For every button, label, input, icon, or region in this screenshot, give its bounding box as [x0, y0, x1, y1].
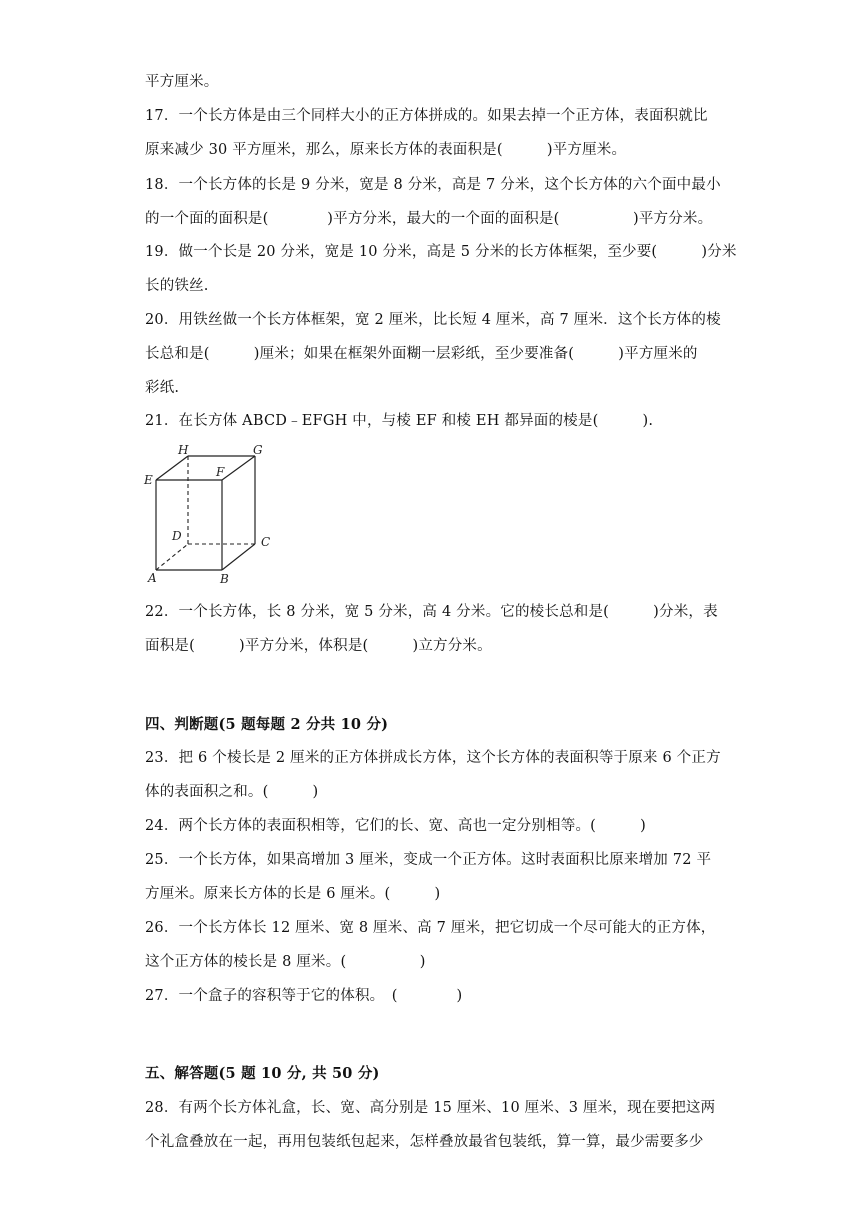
question-23-line-1: 23．把 6 个棱长是 2 厘米的正方体拼成长方体，这个长方体的表面积等于原来 6 个正方: [145, 750, 721, 766]
vertex-label-e: E: [144, 473, 153, 487]
vertex-label-a: A: [148, 571, 157, 585]
cuboid-figure: [140, 440, 280, 585]
vertex-label-d: D: [172, 529, 182, 543]
vertex-label-b: B: [220, 572, 229, 585]
question-28-line-2: 个礼盒叠放在一起，再用包装纸包起来，怎样叠放最省包装纸，算一算，最少需要多少: [145, 1134, 704, 1150]
question-27-line-1: 27．一个盒子的容积等于它的体积。 ( ): [145, 988, 463, 1004]
question-26-line-1: 26．一个长方体长 12 厘米、宽 8 厘米、高 7 厘米，把它切成一个尽可能大的正方体，: [145, 920, 716, 936]
section-heading-solutions: 五、解答题(5 题 10 分, 共 50 分): [145, 1065, 380, 1082]
edge-ad-hidden: [156, 544, 188, 570]
question-17-line-1: 17．一个长方体是由三个同样大小的正方体拼成的。如果去掉一个正方体，表面积就比: [145, 108, 708, 124]
question-24-line-1: 24．两个长方体的表面积相等，它们的长、宽、高也一定分别相等。( ): [145, 818, 646, 834]
question-17-line-2: 原来减少 30 平方厘米，那么，原来长方体的表面积是( )平方厘米。: [145, 142, 627, 158]
question-25-line-2: 方厘米。原来长方体的长是 6 厘米。( ): [145, 886, 441, 902]
question-22-line-1: 22．一个长方体，长 8 分米，宽 5 分米，高 4 分米。它的棱长总和是( )分米，表: [145, 604, 718, 620]
question-19-line-2: 长的铁丝.: [145, 278, 209, 294]
question-26-line-2: 这个正方体的棱长是 8 厘米。( ): [145, 954, 426, 970]
cuboid-diagram: [140, 440, 280, 585]
question-22-line-2: 面积是( )平方分米，体积是( )立方分米。: [145, 638, 492, 654]
vertex-label-h: H: [178, 443, 189, 457]
question-21-line-1: 21．在长方体 ABCD﹣EFGH 中，与棱 EF 和棱 EH 都异面的棱是( ).: [145, 413, 654, 429]
edge-bc: [222, 544, 255, 570]
question-28-line-1: 28．有两个长方体礼盒，长、宽、高分别是 15 厘米、10 厘米、3 厘米，现在要把这两: [145, 1100, 716, 1116]
question-20-line-1: 20．用铁丝做一个长方体框架，宽 2 厘米，比长短 4 厘米，高 7 厘米．这个长方体的棱: [145, 312, 721, 328]
vertex-label-g: G: [253, 443, 263, 457]
question-18-line-1: 18．一个长方体的长是 9 分米，宽是 8 分米，高是 7 分米，这个长方体的六个面中最小: [145, 177, 721, 193]
question-19-line-1: 19．做一个长是 20 分米，宽是 10 分米，高是 5 分米的长方体框架，至少要( )分米: [145, 244, 737, 260]
question-20-line-3: 彩纸.: [145, 380, 180, 396]
edge-fg: [222, 456, 255, 480]
question-23-line-2: 体的表面积之和。( ): [145, 784, 319, 800]
question-20-line-2: 长总和是( )厘米；如果在框架外面糊一层彩纸，至少要准备( )平方厘米的: [145, 346, 698, 362]
vertex-label-f: F: [216, 465, 225, 479]
vertex-label-c: C: [261, 535, 271, 549]
section-heading-judgment: 四、判断题(5 题每题 2 分共 10 分): [145, 716, 389, 733]
question-25-line-1: 25．一个长方体，如果高增加 3 厘米，变成一个正方体。这时表面积比原来增加 72 平: [145, 852, 712, 868]
text-line: 平方厘米。: [145, 74, 219, 90]
edge-eh: [156, 456, 188, 480]
question-18-line-2: 的一个面的面积是( )平方分米，最大的一个面的面积是( )平方分米。: [145, 211, 713, 227]
